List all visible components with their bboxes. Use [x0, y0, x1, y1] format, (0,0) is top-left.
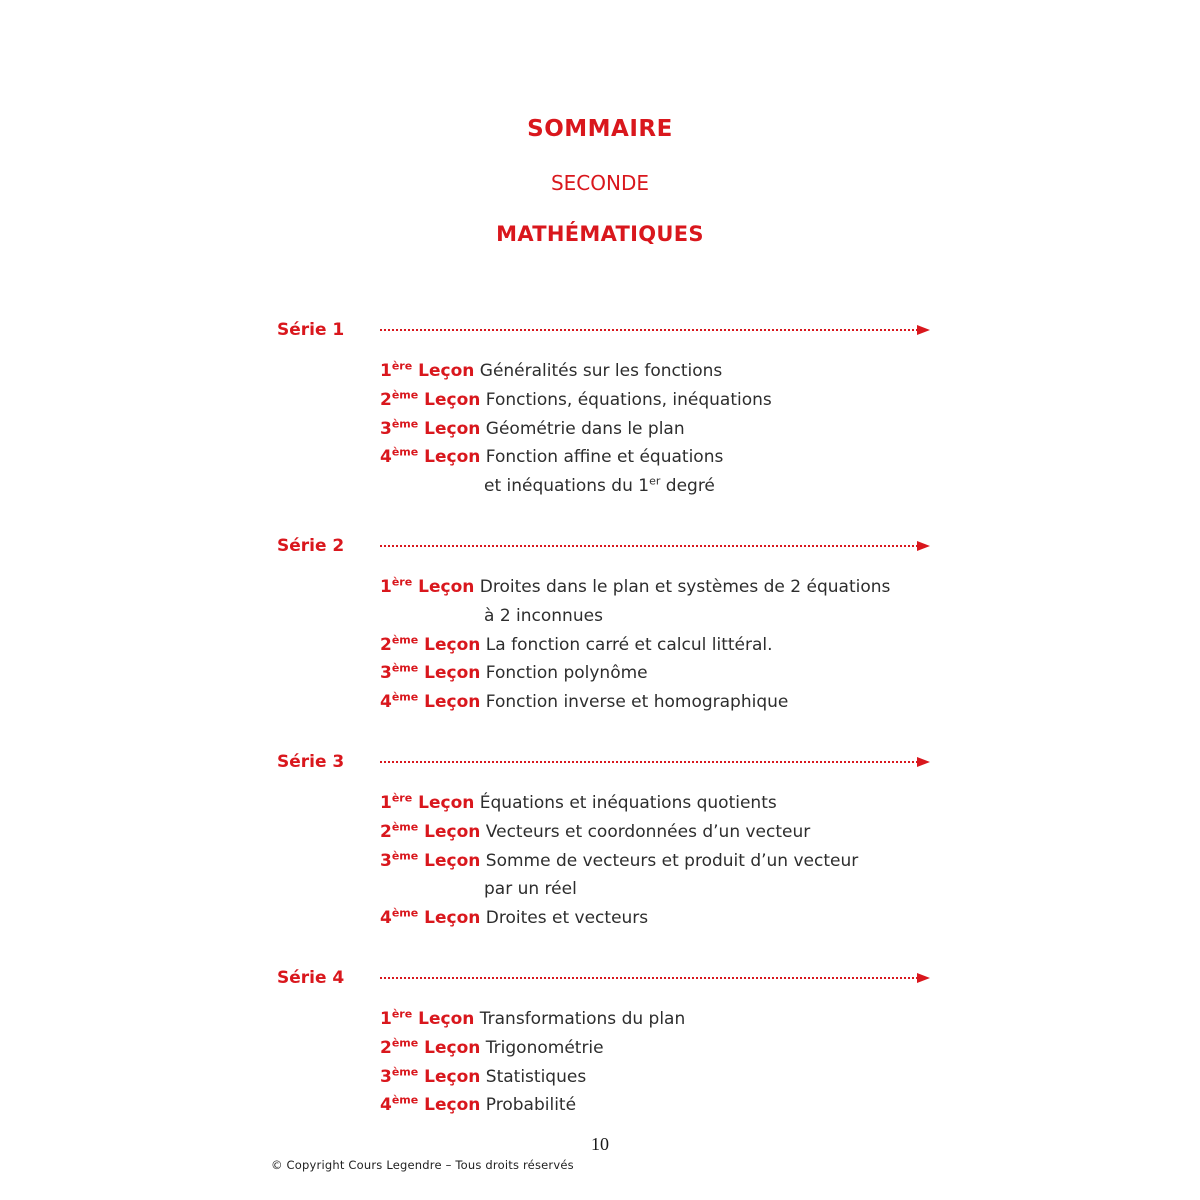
serie-section-1: [0, 320, 1200, 501]
lesson-title: Vecteurs et coordonnées d’un vecteur: [485, 821, 811, 842]
lesson-item: [380, 573, 1200, 602]
lesson-item: [380, 1005, 1200, 1034]
lesson-title: Somme de vecteurs et produit d’un vecteur: [485, 850, 859, 871]
serie-section-4: [0, 968, 1200, 1120]
lesson-title-continuation: et inéquations du 1er degré: [484, 474, 715, 497]
lesson-number: 1ère Leçon: [380, 1007, 475, 1029]
page-number: 10: [591, 1134, 609, 1154]
lesson-title: Fonction polynôme: [485, 663, 648, 684]
lesson-number: 4ème Leçon: [380, 1093, 481, 1116]
lesson-item: [380, 357, 1200, 386]
lesson-number: 2ème Leçon: [380, 1036, 481, 1058]
lesson-number: 2ème Leçon: [380, 632, 481, 655]
serie-heading-1: [0, 320, 1200, 340]
lesson-number: 3ème Leçon: [380, 848, 481, 871]
dotted-arrow-icon: [380, 325, 930, 335]
copyright-notice: © Copyright Cours Legendre – Tous droits réservés: [271, 1158, 574, 1172]
dotted-arrow-icon: [380, 757, 930, 767]
serie-section-3: [0, 752, 1200, 933]
lesson-title: Probabilité: [485, 1095, 577, 1116]
page-subject: MATHÉMATIQUES: [496, 222, 704, 246]
serie-label: Série 1: [277, 320, 345, 340]
dotted-arrow-icon: [380, 973, 930, 983]
lesson-number: 3ème Leçon: [380, 1064, 481, 1087]
lesson-title: Transformations du plan: [479, 1008, 686, 1029]
lesson-item: [380, 415, 1200, 444]
lesson-title: Fonctions, équations, inéquations: [485, 389, 772, 410]
lesson-item: [380, 688, 1200, 717]
dotted-line: [380, 761, 918, 763]
serie-heading-4: [0, 968, 1200, 988]
lesson-title-continuation: à 2 inconnues: [484, 605, 603, 626]
lesson-title: Géométrie dans le plan: [485, 418, 685, 439]
lesson-item: [380, 1063, 1200, 1092]
lesson-title: Fonction inverse et homographique: [485, 692, 789, 713]
lesson-number: 1ère Leçon: [380, 359, 475, 381]
lesson-title: Droites et vecteurs: [485, 908, 649, 929]
page-header: [0, 0, 1200, 246]
arrowhead-icon: [917, 973, 930, 983]
dotted-arrow-icon: [380, 541, 930, 551]
series-list: [0, 320, 1200, 1120]
lesson-number: 3ème Leçon: [380, 416, 481, 439]
serie-label: Série 2: [277, 535, 345, 556]
lesson-item: [380, 789, 1200, 818]
serie-label: Série 3: [277, 751, 345, 772]
page-level: SECONDE: [550, 171, 650, 195]
serie-heading-2: [0, 536, 1200, 556]
lesson-item: [380, 847, 1200, 876]
arrowhead-icon: [917, 325, 930, 335]
dotted-line: [380, 977, 918, 979]
lesson-number: 4ème Leçon: [380, 690, 481, 713]
lesson-item: [380, 818, 1200, 847]
lessons-serie-3: [380, 789, 1200, 933]
page-title: SOMMAIRE: [527, 116, 673, 142]
lesson-item: [380, 443, 1200, 472]
lesson-item: [380, 904, 1200, 933]
lesson-title: Droites dans le plan et systèmes de 2 équations: [479, 576, 891, 597]
lesson-number: 2ème Leçon: [380, 820, 481, 842]
lessons-serie-4: [380, 1005, 1200, 1120]
lesson-number: 4ème Leçon: [380, 906, 481, 929]
lesson-title-continuation: par un réel: [484, 879, 577, 900]
lesson-title: Équations et inéquations quotients: [479, 792, 777, 813]
serie-label: Série 4: [277, 967, 345, 988]
lesson-item: [380, 386, 1200, 415]
lesson-title: Statistiques: [485, 1066, 587, 1087]
serie-section-2: [0, 536, 1200, 717]
lesson-item: [380, 631, 1200, 660]
arrowhead-icon: [917, 541, 930, 551]
lesson-item: [380, 1091, 1200, 1120]
lesson-number: 2ème Leçon: [380, 388, 481, 410]
dotted-line: [380, 329, 918, 331]
lesson-title: La fonction carré et calcul littéral.: [485, 634, 773, 655]
lessons-serie-1: [380, 357, 1200, 501]
lesson-number: 4ème Leçon: [380, 445, 481, 468]
lesson-title: Généralités sur les fonctions: [479, 361, 723, 381]
lessons-serie-2: [380, 573, 1200, 717]
serie-heading-3: [0, 752, 1200, 772]
lesson-title: Trigonométrie: [485, 1037, 604, 1058]
lesson-item: [380, 1034, 1200, 1063]
lesson-number: 3ème Leçon: [380, 661, 481, 684]
lesson-number: 1ère Leçon: [380, 575, 475, 597]
lesson-number: 1ère Leçon: [380, 791, 475, 813]
arrowhead-icon: [917, 757, 930, 767]
lesson-item: [380, 659, 1200, 688]
dotted-line: [380, 545, 918, 547]
lesson-title: Fonction affine et équations: [485, 447, 724, 468]
